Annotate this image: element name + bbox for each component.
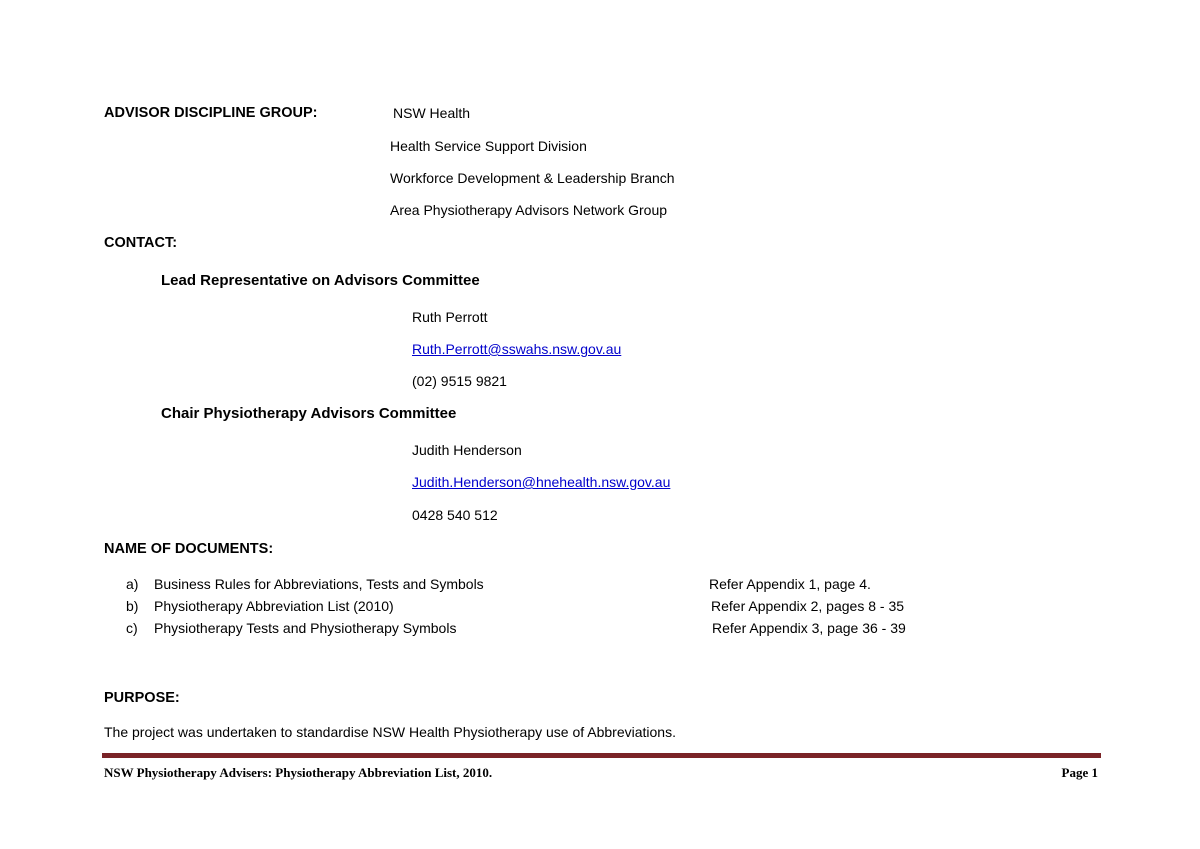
purpose-text: The project was undertaken to standardise NSW Health Physiotherapy use of Abbreviations. <box>104 724 676 740</box>
document-ref-c: Refer Appendix 3, page 36 - 39 <box>712 620 906 636</box>
document-marker-a: a) <box>126 576 139 592</box>
advisor-line-4: Area Physiotherapy Advisors Network Group <box>390 202 668 218</box>
footer-divider <box>102 753 1101 758</box>
chair-name: Judith Henderson <box>412 442 522 458</box>
document-marker-b: b) <box>126 598 139 614</box>
lead-email-link[interactable]: Ruth.Perrott@sswahs.nsw.gov.au <box>412 341 622 357</box>
advisor-line-1: NSW Health <box>393 105 471 121</box>
chair-heading: Chair Physiotherapy Advisors Committee <box>161 405 457 422</box>
lead-representative-heading: Lead Representative on Advisors Committee <box>161 272 480 289</box>
chair-phone: 0428 540 512 <box>412 507 498 523</box>
advisor-line-2: Health Service Support Division <box>390 138 587 154</box>
lead-phone: (02) 9515 9821 <box>412 373 507 389</box>
footer-title: NSW Physiotherapy Advisers: Physiotherapy Abbreviation List, 2010. <box>104 765 493 780</box>
purpose-label: PURPOSE: <box>104 690 180 706</box>
document-ref-b: Refer Appendix 2, pages 8 - 35 <box>711 598 905 614</box>
document-name-b: Physiotherapy Abbreviation List (2010) <box>154 598 394 614</box>
chair-email-link[interactable]: Judith.Henderson@hnehealth.nsw.gov.au <box>412 474 671 490</box>
documents-label: NAME OF DOCUMENTS: <box>104 541 274 557</box>
document-ref-a: Refer Appendix 1, page 4. <box>709 576 871 592</box>
advisor-discipline-label: ADVISOR DISCIPLINE GROUP: <box>104 105 318 121</box>
document-name-a: Business Rules for Abbreviations, Tests and Symbols <box>154 576 484 592</box>
document-marker-c: c) <box>126 620 138 636</box>
page-number: Page 1 <box>1061 765 1098 780</box>
advisor-line-3: Workforce Development & Leadership Branch <box>390 170 675 186</box>
document-name-c: Physiotherapy Tests and Physiotherapy Symbols <box>154 620 457 636</box>
contact-label: CONTACT: <box>104 235 178 251</box>
lead-name: Ruth Perrott <box>412 309 488 325</box>
